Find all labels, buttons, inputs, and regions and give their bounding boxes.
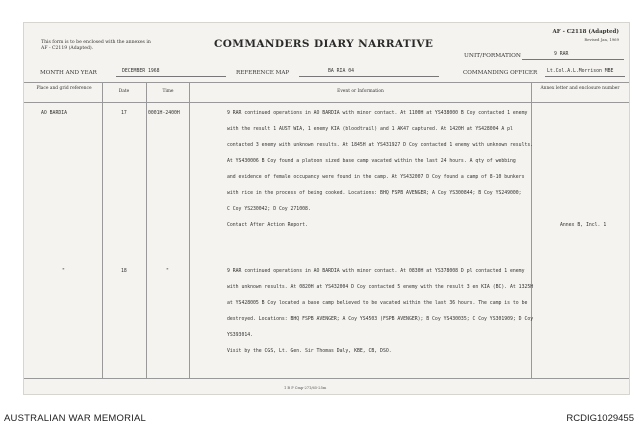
entry-line: YS393014. (227, 333, 253, 338)
entry-line: with unknown results. At 0820H at YS432004 D Coy contacted 5 enemy with the result 3 en KIA (BC). At 1325H (227, 285, 534, 290)
entry-line: contacted 3 enemy with unknown results. At 1845H at YS431927 D Coy contacted 1 enemy with unknown results. (227, 143, 534, 148)
entry-line: Contact After Action Report. (227, 223, 308, 228)
printer-imprint: 1 B P Cmp-271/65-25m (284, 386, 327, 390)
month-underline (116, 76, 226, 77)
entry-time: 0001H-2400H (148, 111, 180, 116)
unit-underline (522, 59, 624, 60)
page-title: COMMANDERS DIARY NARRATIVE (214, 38, 434, 50)
co-underline (545, 76, 625, 77)
entry-line: 9 RAR continued operations in AO BARDIA with minor contact. At 0830H at YS378008 D pl contacted 1 enemy (227, 269, 525, 274)
revised-date: Revised Jan, 1969 (584, 37, 619, 42)
form-number: AF - C2118 (Adapted) (552, 29, 619, 35)
unit-value: 9 RAR (554, 52, 569, 57)
header-bottom-rule (24, 102, 629, 103)
entry-annex: Annex B, Incl. 1 (560, 223, 607, 228)
entry-line: C Coy YS230042; D Coy 271008. (227, 207, 311, 212)
column-header-event: Event or Information (337, 89, 384, 94)
table-bottom-rule (24, 378, 629, 379)
archive-credit: AUSTRALIAN WAR MEMORIAL (4, 413, 147, 424)
co-label: COMMANDING OFFICER (463, 70, 538, 76)
column-divider (146, 82, 147, 378)
entry-line: with the result 1 AUST WIA, 1 enemy KIA (bloodtrail) and 1 AK47 captured. At 1420H at YS428004 A pl (227, 127, 513, 132)
entry-time: " (166, 269, 169, 274)
column-divider (189, 82, 190, 378)
entry-line: with rice in the process of being cooked. Locations: BHQ FSPB AVENGER; A Coy YS300844; B Coy YS249000; (227, 191, 522, 196)
map-underline (299, 76, 439, 77)
column-divider (102, 82, 103, 378)
entry-date: 17 (121, 111, 127, 116)
column-divider (531, 82, 532, 378)
entry-place: " (62, 269, 65, 274)
column-header-date: Date (118, 89, 130, 94)
co-value: Lt.Col.A.L.Morrison MBE (547, 69, 614, 74)
table-top-rule (24, 82, 629, 83)
unit-label: UNIT/FORMATION (464, 53, 521, 59)
column-header-annex: Annex letter and enclosure number (540, 86, 620, 91)
entry-line: Visit by the CGS, Lt. Gen. Sir Thomas Daly, KBE, CB, DSO. (227, 349, 392, 354)
entry-line: at YS428005 B Coy located a base camp believed to be vacated within the last 36 hours. The camp is to be (227, 301, 528, 306)
entry-place: AO BARDIA (41, 111, 67, 116)
entry-line: destroyed. Locations: BHQ FSPB AVENGER; A Coy YS4503 (FSPB AVENGER); B Coy YS430035; C Coy YS301909; D Coy (227, 317, 534, 322)
entry-line: At YS430006 B Coy found a platoon sized base camp vacated within the last 24 hours. A qty of webbing (227, 159, 516, 164)
month-label: MONTH AND YEAR (40, 70, 97, 76)
diary-sheet (23, 22, 630, 395)
month-value: DECEMBER 1968 (122, 69, 160, 74)
enclosure-note: This form is to be enclosed with the annexes in AF - C2119 (Adapted). (41, 40, 151, 51)
entry-line: 9 RAR continued operations in AO BARDIA with minor contact. At 1100H at YS438000 B Coy contacted 1 enemy (227, 111, 528, 116)
column-header-place: Place and grid reference (36, 86, 92, 91)
column-header-time: Time (162, 89, 174, 94)
entry-line: and evidence of female occupancy were found in the camp. At YS432007 D Coy found a camp of 8-10 bunkers (227, 175, 525, 180)
map-label: REFERENCE MAP (236, 70, 290, 76)
archive-reference: RCDIG1029455 (566, 413, 634, 424)
entry-date: 18 (121, 269, 127, 274)
map-value: BA RIA 04 (328, 69, 354, 74)
